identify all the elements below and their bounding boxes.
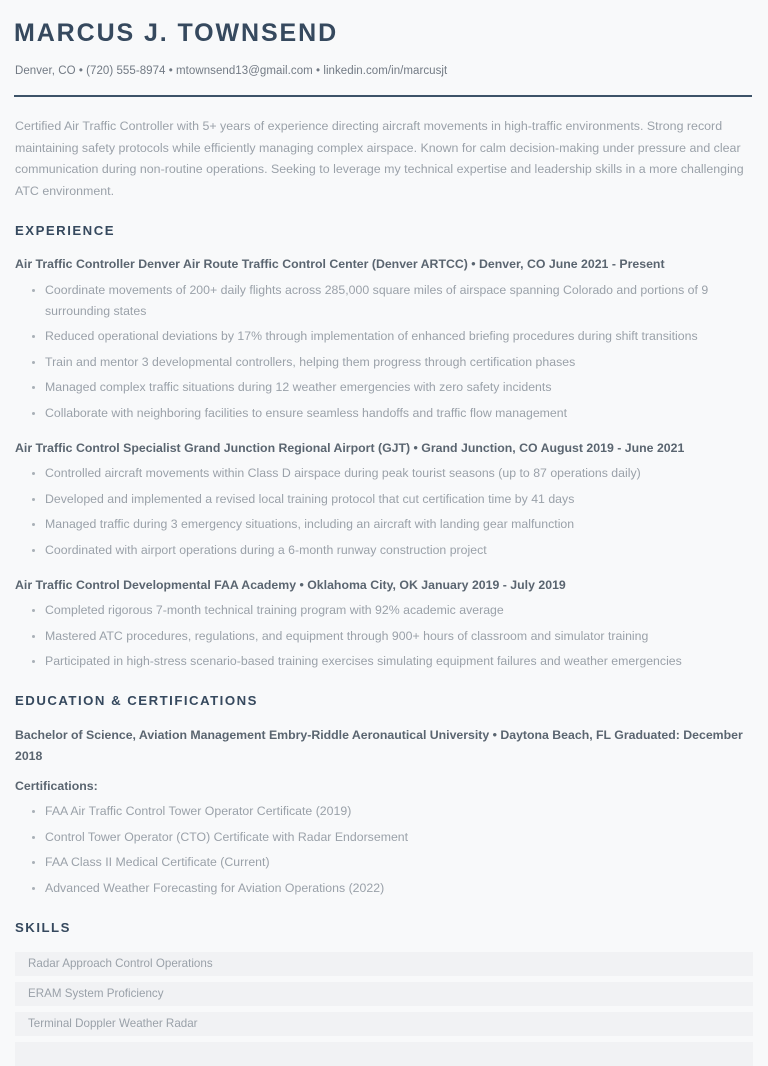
contact-line: Denver, CO • (720) 555-8974 • mtownsend13@gmail.com • linkedin.com/in/marcusjt	[15, 65, 448, 77]
list-item: Managed complex traffic situations during 12 weather emergencies with zero safety incidents	[15, 377, 752, 398]
certifications-list	[14, 801, 752, 899]
section-heading-skills: SKILLS	[15, 919, 71, 935]
experience-bullet-list	[14, 600, 752, 672]
list-item: Completed rigorous 7-month technical training program with 92% academic average	[15, 600, 752, 621]
list-item: Coordinated with airport operations during a 6-month runway construction project	[15, 540, 752, 561]
list-item: Mastered ATC procedures, regulations, and equipment through 900+ hours of classroom and simulator training	[15, 626, 752, 647]
experience-section	[14, 222, 752, 672]
experience-entry-heading: Air Traffic Control Specialist Grand Junction Regional Airport (GJT) • Grand Junction, CO August 2019 - June 2021	[15, 440, 685, 455]
certifications-label: Certifications:	[15, 779, 98, 793]
list-item: FAA Class II Medical Certificate (Current)	[15, 852, 752, 873]
list-item: Controlled aircraft movements within Class D airspace during peak tourist seasons (up to 87 operations daily)	[15, 463, 752, 484]
skill-row: Radar Approach Control Operations	[15, 952, 753, 976]
list-item: Train and mentor 3 developmental controllers, helping them progress through certification phases	[15, 352, 752, 373]
list-item: FAA Air Traffic Control Tower Operator Certificate (2019)	[15, 801, 752, 822]
page-title: MARCUS J. TOWNSEND	[14, 19, 339, 47]
education-degree: Bachelor of Science, Aviation Management Embry-Riddle Aeronautical University • Daytona Beach, FL Graduated: December 2018	[15, 728, 743, 763]
experience-entry-heading: Air Traffic Control Developmental FAA Academy • Oklahoma City, OK January 2019 - July 2019	[15, 577, 566, 592]
experience-entry-heading: Air Traffic Controller Denver Air Route Traffic Control Center (Denver ARTCC) • Denver, CO June 2021 - Present	[15, 257, 665, 271]
experience-entry	[14, 576, 752, 673]
list-item: Reduced operational deviations by 17% through implementation of enhanced briefing procedures during shift transitions	[15, 326, 752, 347]
skills-section	[14, 919, 752, 1066]
education-entry	[14, 725, 752, 899]
experience-entry	[14, 439, 752, 561]
experience-bullet-list	[14, 463, 752, 561]
list-item: Managed traffic during 3 emergency situations, including an aircraft with landing gear malfunction	[15, 514, 752, 535]
section-heading-education: EDUCATION & CERTIFICATIONS	[15, 693, 258, 708]
skill-row	[15, 1042, 753, 1066]
header-divider	[14, 95, 752, 97]
education-section	[14, 692, 752, 899]
skill-row: ERAM System Proficiency	[15, 982, 753, 1006]
list-item: Control Tower Operator (CTO) Certificate with Radar Endorsement	[15, 827, 752, 848]
list-item: Coordinate movements of 200+ daily flights across 285,000 square miles of airspace spanning Colorado and portions of 9 surrounding states	[15, 280, 752, 322]
section-heading-experience: EXPERIENCE	[15, 223, 116, 238]
professional-summary: Certified Air Traffic Controller with 5+ years of experience directing aircraft movements in high-traffic environments. Strong record maintaining safety protocols while efficiently managing complex airspace. Known for calm decision-making under pressure and clear communication during non-routine operations. Seeking to leverage my technical expertise and leadership skills in a more challenging ATC environment.	[15, 119, 744, 198]
skill-row: Terminal Doppler Weather Radar	[15, 1012, 753, 1036]
resume-header	[14, 18, 752, 97]
skills-list	[14, 952, 752, 1066]
experience-bullet-list	[14, 280, 752, 424]
list-item: Advanced Weather Forecasting for Aviation Operations (2022)	[15, 878, 752, 899]
experience-entry	[14, 255, 752, 424]
list-item: Participated in high-stress scenario-based training exercises simulating equipment failures and weather emergencies	[15, 651, 752, 672]
list-item: Developed and implemented a revised local training protocol that cut certification time by 41 days	[15, 489, 752, 510]
list-item: Collaborate with neighboring facilities to ensure seamless handoffs and traffic flow management	[15, 403, 752, 424]
